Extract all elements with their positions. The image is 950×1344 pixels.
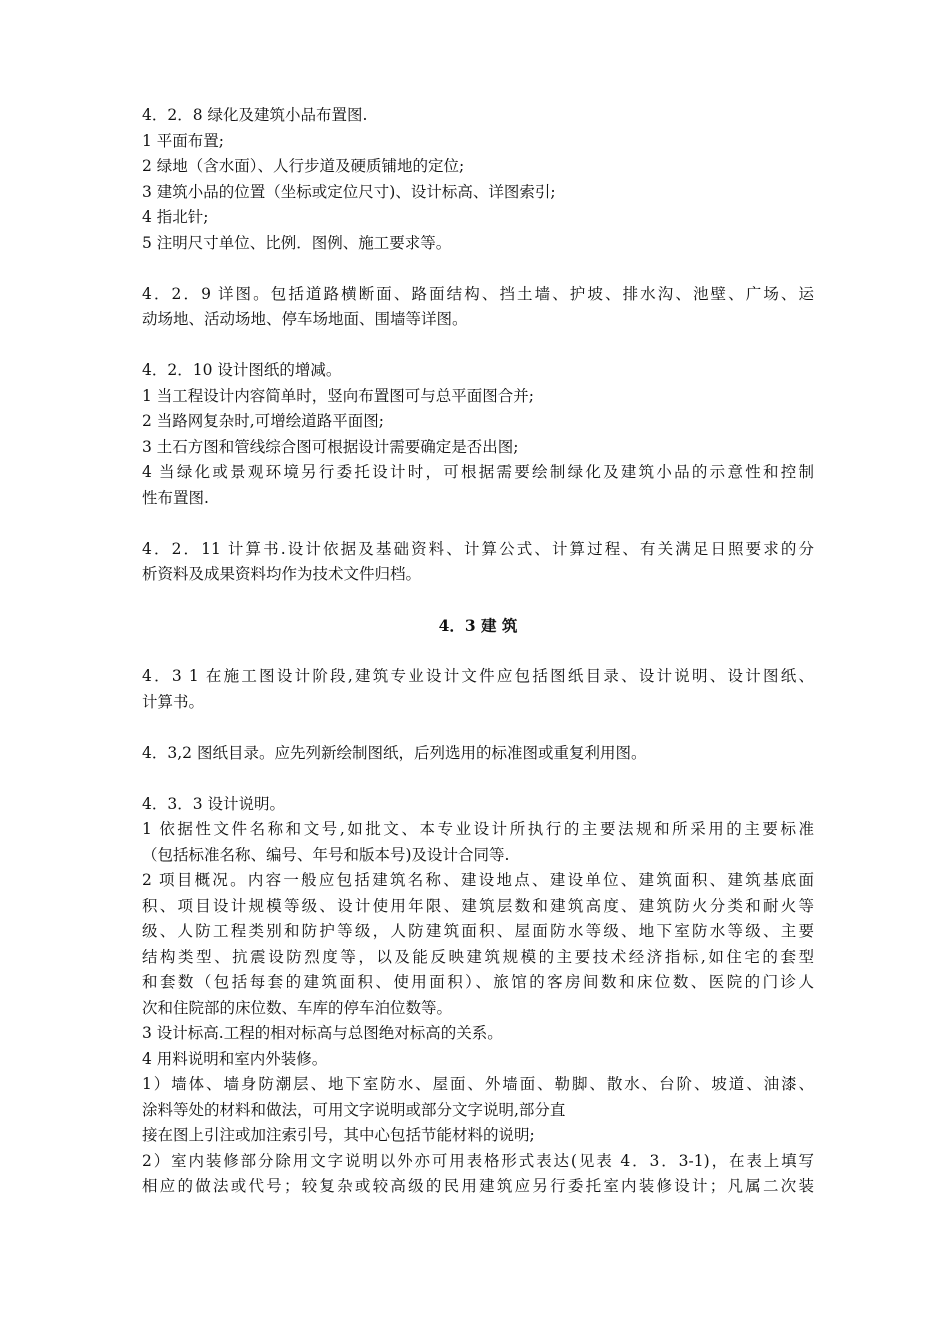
section-4-3-1-line: 计算书。 (142, 692, 205, 711)
list-item: 4 当绿化或景观环境另行委托设计时，可根据需要绘制绿化及建筑小品的示意性和控制 (142, 463, 814, 481)
section-4-3-3-line: 1 依据性文件名称和文号,如批文、本专业设计所执行的主要法规和所采用的主要标准 (142, 820, 814, 838)
section-4-2-9-line: 4．2．9 详图。包括道路横断面、路面结构、挡土墙、护坡、排水沟、池壁、广场、运 (142, 284, 814, 303)
list-item: 1 当工程设计内容简单时，竖向布置图可与总平面图合并; (142, 386, 535, 405)
section-4-2-10-title: 4．2．10 设计图纸的增减。 (142, 361, 342, 379)
section-4-3-3-line: 3 设计标高.工程的相对标高与总图绝对标高的关系。 (142, 1024, 503, 1042)
list-item: 1 平面布置; (142, 131, 225, 150)
section-4-2-11-line: 析资料及成果资料均作为技术文件归档。 (142, 565, 422, 583)
section-4-3-3-line: 2 项目概况。内容一般应包括建筑名称、建设地点、建设单位、建筑面积、建筑基底面 (142, 871, 814, 889)
section-4-3-3-line: 1）墙体、墙身防潮层、地下室防水、屋面、外墙面、勒脚、散水、台阶、坡道、油漆、 (142, 1075, 814, 1093)
list-item: 2 当路网复杂时,可增绘道路平面图; (142, 412, 384, 430)
list-item: 2 绿地（含水面）、人行步道及硬质铺地的定位; (142, 157, 465, 175)
paragraph-gap (142, 511, 814, 537)
section-4-3-3-line: 次和住院部的床位数、车库的停车泊位数等。 (142, 998, 453, 1017)
section-4-3-3-line: 结构类型、抗震设防烈度等，以及能反映建筑规模的主要技术经济指标,如住宅的套型 (142, 947, 814, 966)
list-item: 5 注明尺寸单位、比例．图例、施工要求等。 (142, 233, 452, 252)
section-4-3-3-line: 接在图上引注或加注索引号，其中心包括节能材料的说明; (142, 1126, 535, 1144)
section-4-2-8-title: 4．2．8 绿化及建筑小品布置图. (142, 106, 368, 124)
paragraph-gap (142, 766, 814, 792)
document-page (142, 103, 814, 1200)
section-4-3-3-line: 和套数（包括每套的建筑面积、使用面积）、旅馆的客房间数和床位数、医院的门诊人 (142, 973, 814, 991)
section-4-2-11-line: 4．2．11 计算书.设计依据及基础资料、计算公式、计算过程、有关满足日照要求的分 (142, 539, 814, 558)
section-4-3-3-line: 积、项目设计规模等级、设计使用年限、建筑层数和建筑高度、建筑防火分类和耐火等 (142, 896, 814, 915)
paragraph-gap (142, 639, 814, 665)
section-4-3-3-line: 级、人防工程类别和防护等级，人防建筑面积、屋面防水等级、地下室防水等级、主要 (142, 922, 814, 940)
section-4-3-3-line: 相应的做法或代号；较复杂或较高级的民用建筑应另行委托室内装修设计；凡属二次装 (142, 1177, 814, 1195)
paragraph-gap (142, 333, 814, 359)
section-4-3-2-line: 4．3,2 图纸目录。应先列新绘制图纸，后列选用的标准图或重复利用图。 (142, 743, 647, 762)
section-heading-4-3: 4．3 建 筑 (438, 616, 518, 635)
paragraph-gap (142, 256, 814, 282)
list-item: 3 土石方图和管线综合图可根据设计需要确定是否出图; (142, 437, 519, 456)
section-4-3-1-line: 4．3 1 在施工图设计阶段,建筑专业设计文件应包括图纸目录、设计说明、设计图纸、 (142, 667, 814, 685)
list-item: 4 指北针; (142, 208, 209, 226)
list-item: 性布置图. (142, 488, 209, 507)
section-4-2-9-line: 动场地、活动场地、停车场地面、围墙等详图。 (142, 310, 468, 328)
section-4-3-3-line: 涂料等处的材料和做法，可用文字说明或部分文字说明,部分直 (142, 1100, 566, 1119)
section-4-3-3-line: （包括标准名称、编号、年号和版本号)及设计合同等. (142, 845, 510, 864)
paragraph-gap (142, 588, 814, 614)
list-item: 3 建筑小品的位置（坐标或定位尺寸)、设计标高、详图索引; (142, 182, 556, 201)
section-4-3-3-line: 2）室内装修部分除用文字说明以外亦可用表格形式表达(见表 4．3．3-1)，在表上填写 (142, 1151, 814, 1170)
section-4-3-3-line: 4 用料说明和室内外装修。 (142, 1049, 328, 1068)
paragraph-gap (142, 715, 814, 741)
section-4-3-3-title: 4．3．3 设计说明。 (142, 794, 286, 813)
